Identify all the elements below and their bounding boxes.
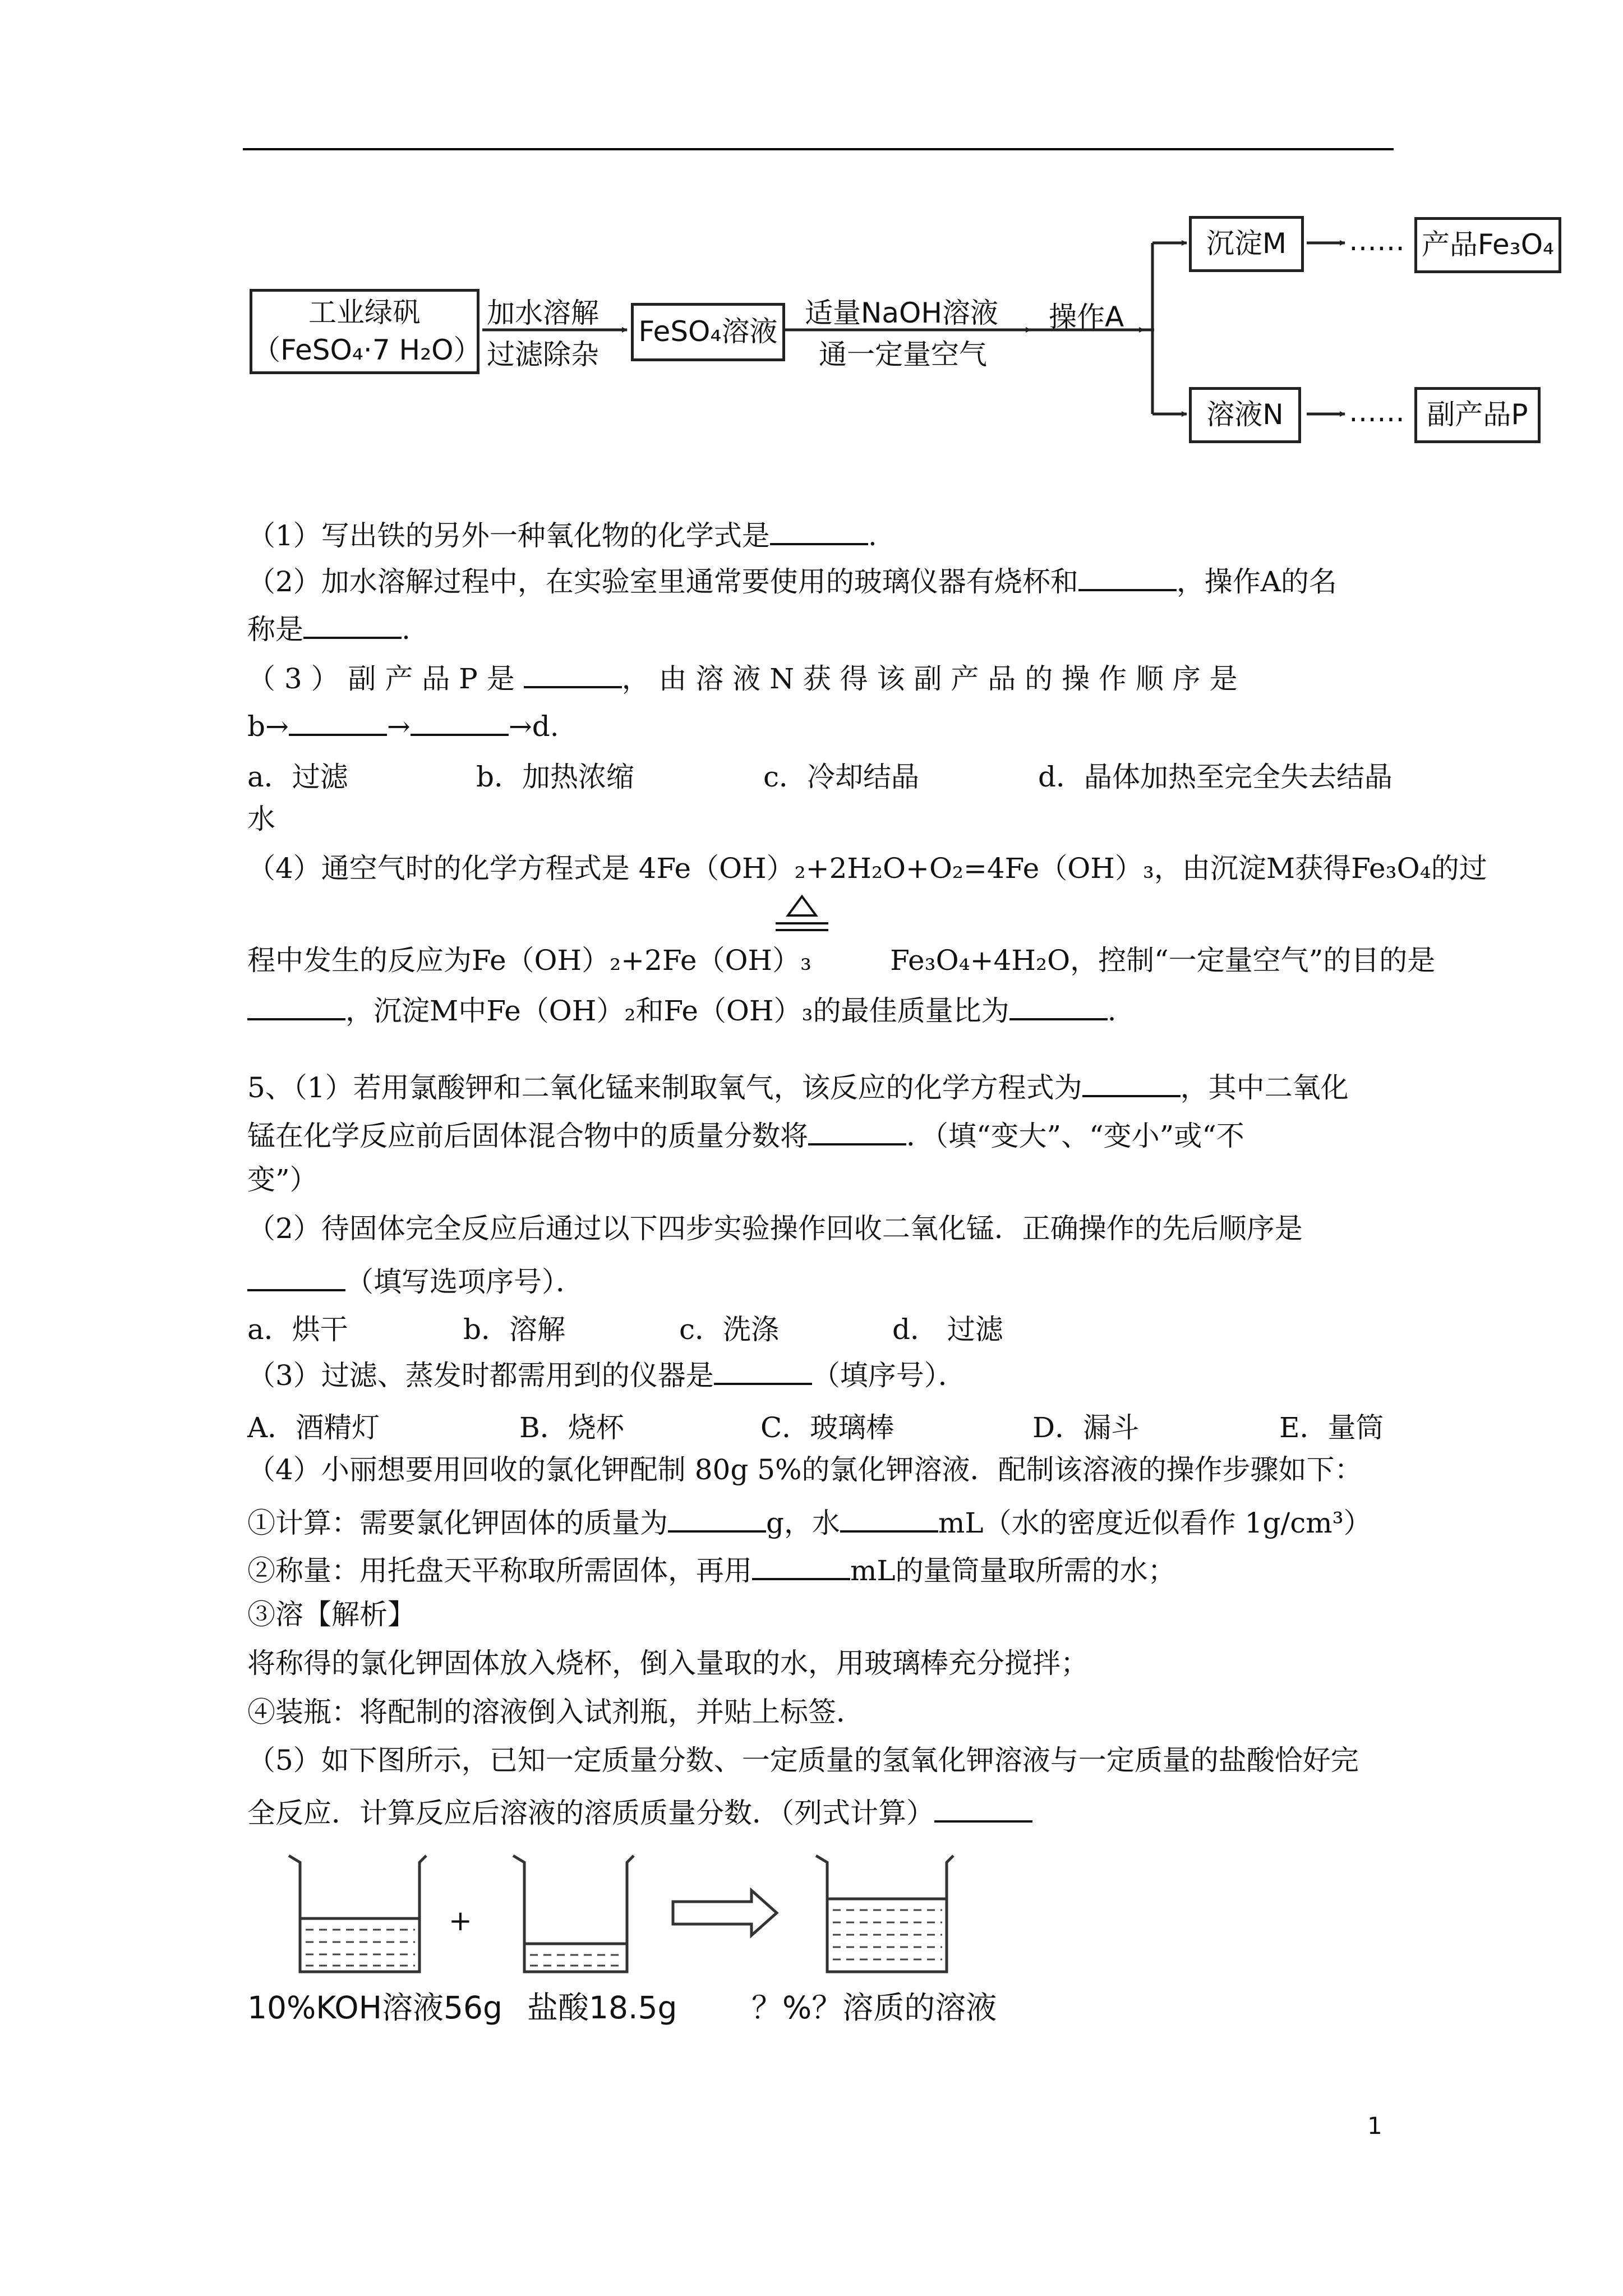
q5-step4: ④装瓶：将配制的溶液倒入试剂瓶，并贴上标签． <box>247 1696 864 1728</box>
answer-blank[interactable] <box>752 1550 850 1580</box>
page-number: 1 <box>1367 2112 1382 2139</box>
answer-blank[interactable] <box>524 658 622 688</box>
option-a: a．过滤 <box>247 761 348 793</box>
q5-part2-line1: （2）待固体完全反应后通过以下四步实验操作回收二氧化锰．正确操作的先后顺序是 <box>247 1212 1303 1245</box>
option-c: c．冷却结晶 <box>763 761 920 793</box>
step2-top-label: 适量NaOH溶液 <box>805 297 998 329</box>
ellipsis-1: …… <box>1349 224 1405 257</box>
caption-result: ？%？溶质的溶液 <box>751 1990 997 2026</box>
beaker-figure <box>0 1846 1623 1980</box>
answer-blank[interactable] <box>1009 990 1108 1020</box>
flow-box-solution: FeSO₄溶液 <box>631 303 785 361</box>
q5-step2: ②称量：用托盘天平称取所需固体，再用 mL的量筒量取所需的水； <box>247 1550 1176 1588</box>
q5-part1-line3: 变”） <box>247 1163 318 1196</box>
start-line-2: （FeSO₄·7 H₂O） <box>252 334 482 366</box>
q4-part2-line2: 称是 . <box>247 609 411 646</box>
reaction-arrow <box>673 1890 777 1935</box>
q5-step3: ③溶【解析】 <box>247 1598 416 1631</box>
heat-condition-symbol <box>771 893 833 938</box>
answer-blank[interactable] <box>411 706 509 736</box>
answer-blank[interactable] <box>840 1502 938 1533</box>
option-A: A．酒精灯 <box>247 1411 380 1444</box>
answer-blank[interactable] <box>247 990 345 1020</box>
flow-box-start <box>250 289 482 374</box>
q5-part3-line1: （3）过滤、蒸发时都需用到的仪器是 （填序号）． <box>247 1355 966 1392</box>
flow-box-byproduct: 副产品P <box>1414 387 1541 443</box>
step1-bottom-label: 过滤除杂 <box>487 338 599 371</box>
answer-blank[interactable] <box>934 1792 1032 1823</box>
answer-blank[interactable] <box>808 1115 906 1145</box>
option-c: c．洗涤 <box>679 1313 780 1346</box>
q4-part4-line1: （4）通空气时的化学方程式是 4Fe（OH）₂+2H₂O+O₂=4Fe（OH）₃，由沉淀M获得Fe₃O₄的过 <box>247 852 1487 885</box>
option-a: a．烘干 <box>247 1313 348 1346</box>
step3-label: 操作A <box>1049 301 1124 333</box>
beaker-result <box>816 1856 953 1972</box>
q4-part3-line1: （ 3 ） 副 产 品 P 是 ， 由 溶 液 N 获 得 该 副 产 品 的 操 作 顺 序 是 <box>247 658 1238 696</box>
flow-box-precipitate: 沉淀M <box>1189 216 1304 272</box>
q4-option-d-cont: 水 <box>247 803 275 835</box>
flow-box-filtrate: 溶液N <box>1189 387 1301 443</box>
caption-koh: 10%KOH溶液56g <box>247 1990 502 2026</box>
answer-blank[interactable] <box>668 1502 766 1533</box>
q5-part1-line1: 5、（1）若用氯酸钾和二氧化锰来制取氧气，该反应的化学方程式为 ，其中二氧化 <box>247 1067 1349 1105</box>
start-line-1: 工业绿矾 <box>308 296 421 329</box>
q4-part4-line2: 程中发生的反应为Fe（OH）₂+2Fe（OH）₃ Fe₃O₄+4H₂O，控制“一定量空气”的目的是 <box>247 944 1436 977</box>
answer-blank[interactable] <box>247 1261 345 1291</box>
answer-blank[interactable] <box>303 609 402 639</box>
step2-bottom-label: 通一定量空气 <box>819 338 987 371</box>
option-d: d． 过滤 <box>892 1313 1003 1346</box>
flow-box-product: 产品Fe₃O₄ <box>1414 217 1561 273</box>
q4-part1: （1）写出铁的另外一种氧化物的化学式是 . <box>247 515 877 553</box>
q5-step1: ①计算：需要氯化钾固体的质量为 g，水 mL（水的密度近似看作 1g/cm³） <box>247 1502 1372 1540</box>
answer-blank[interactable] <box>1078 561 1177 591</box>
plus-sign: + <box>449 1904 472 1937</box>
q4-part3-line2: b→ → →d. <box>247 706 559 743</box>
answer-blank[interactable] <box>289 706 387 736</box>
option-D: D．漏斗 <box>1032 1411 1140 1444</box>
q5-step3-detail: 将称得的氯化钾固体放入烧杯，倒入量取的水，用玻璃棒充分搅拌； <box>247 1647 1089 1680</box>
ellipsis-2: …… <box>1349 395 1405 428</box>
option-E: E．量筒 <box>1279 1411 1384 1444</box>
answer-blank[interactable] <box>770 515 868 545</box>
step1-top-label: 加水溶解 <box>487 297 599 329</box>
q5-part4: （4）小丽想要用回收的氯化钾配制 80g 5%的氯化钾溶液．配制该溶液的操作步骤如下： <box>247 1453 1363 1486</box>
option-b: b．加热浓缩 <box>476 761 635 793</box>
option-C: C．玻璃棒 <box>760 1411 895 1444</box>
caption-hcl: 盐酸18.5g <box>527 1990 677 2026</box>
answer-blank[interactable] <box>714 1355 812 1385</box>
option-B: B．烧杯 <box>519 1411 624 1444</box>
option-b: b．溶解 <box>463 1313 566 1346</box>
q5-part5-line1: （5）如下图所示，已知一定质量分数、一定质量的氢氧化钾溶液与一定质量的盐酸恰好完 <box>247 1744 1359 1777</box>
option-d: d．晶体加热至完全失去结晶 <box>1038 761 1393 793</box>
q5-part2-line2: （填写选项序号）． <box>247 1261 584 1299</box>
q4-part4-line3: ，沉淀M中Fe（OH）₂和Fe（OH）₃的最佳质量比为 . <box>247 990 1116 1028</box>
q5-part1-line2: 锰在化学反应前后固体混合物中的质量分数将 ．（填“变大”、“变小”或“不 <box>247 1115 1244 1153</box>
answer-blank[interactable] <box>1082 1067 1181 1097</box>
q4-part2-line1: （2）加水溶解过程中，在实验室里通常要使用的玻璃仪器有烧杯和 ，操作A的名 <box>247 561 1337 599</box>
q5-part5-line2: 全反应．计算反应后溶液的溶质质量分数．（列式计算） <box>247 1792 1032 1830</box>
